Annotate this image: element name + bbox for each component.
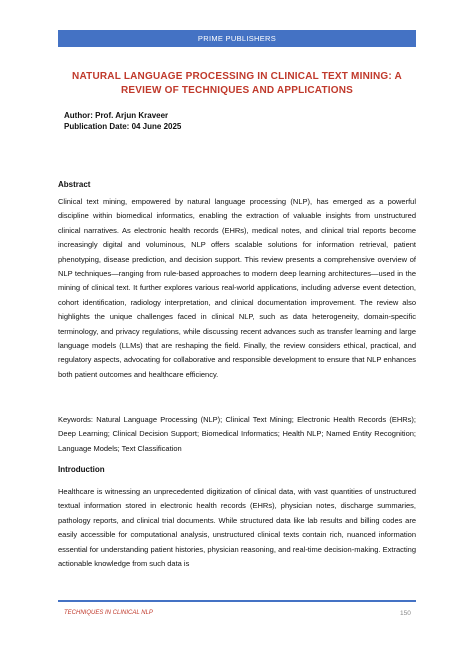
paper-meta (64, 111, 181, 132)
publisher-name: PRIME PUBLISHERS (197, 34, 277, 43)
introduction-text: Healthcare is witnessing an unprecedented digitization of clinical data, with vast quantities of unstructured textual information stored in electronic health records (EHRs), physician notes, discharge summaries, pathology reports, and clinical trial documents. While structured data like lab results and billing codes are easily accessible for computational analysis, unstructured clinical texts contain rich, nuanced information essential for understanding patient histories, physician reasoning, and real-time decision-making. Extracting actionable knowledge from such data is (58, 487, 416, 569)
publication-date: Publication Date: 04 June 2025 (64, 121, 182, 131)
running-title: TECHNIQUES IN CLINICAL NLP (64, 610, 153, 616)
author-line: Author: Prof. Arjun Kraveer (64, 111, 169, 120)
keywords: Keywords: Natural Language Processing (NLP); Clinical Text Mining; Electronic Health Records (EHRs); Deep Learning; Clinical Decision Support; Biomedical Informatics; Health NLP; Named Entity Recognition; Language Models; Text Classification (58, 415, 416, 453)
abstract-text: Clinical text mining, empowered by natural language processing (NLP), has emerged as a powerful discipline within biomedical informatics, enabling the extraction of valuable insights from unstructured clinical narratives. As electronic health records (EHRs), medical notes, and clinical trial reports become increasingly digital and voluminous, NLP offers scalable solutions for information retrieval, patient phenotyping, disease prediction, and decision support. This review presents a comprehensive overview of NLP techniques—ranging from rule-based approaches to modern deep learning architectures—used in the mining of clinical text. It further explores various real-world applications, including adverse event detection, cohort identification, radiology interpretation, and clinical documentation improvement. The review also highlights the unique challenges faced in clinical NLP, such as data heterogeneity, domain-specific terminology, and privacy regulations, while discussing recent advances such as transfer learning and large language models (LLMs) that are reshaping the field. Finally, the review considers ethical, practical, and regulatory aspects, advocating for collaborative and responsible development to ensure that NLP enhances both patient outcomes and healthcare efficiency. (58, 197, 416, 379)
publisher-banner (58, 30, 416, 47)
footer-divider (58, 600, 416, 602)
paper-title: NATURAL LANGUAGE PROCESSING IN CLINICAL TEXT MINING: A REVIEW OF TECHNIQUES AND APPLICATIONS (72, 71, 402, 96)
introduction-heading: Introduction (58, 465, 105, 474)
abstract-heading: Abstract (58, 180, 91, 189)
page-number: 150 (400, 610, 411, 617)
